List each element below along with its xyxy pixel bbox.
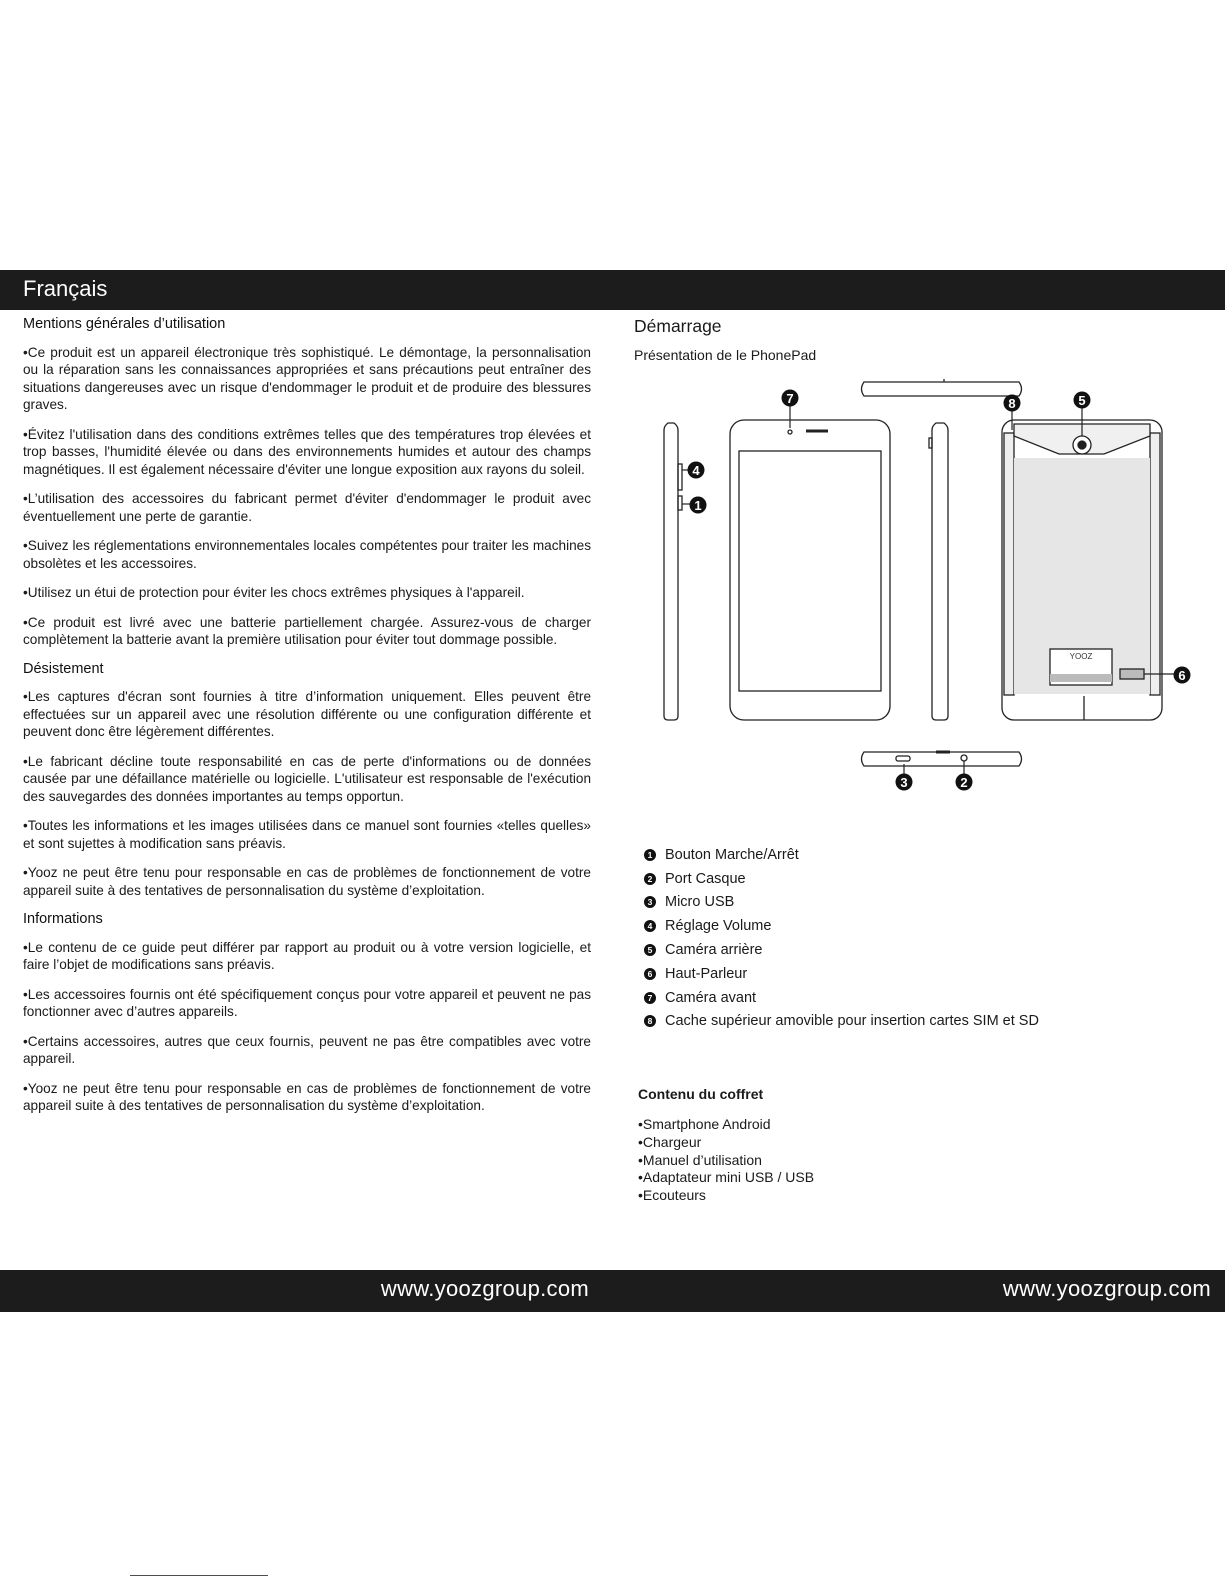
callout-8 <box>1004 395 1021 412</box>
left-column <box>23 316 591 1127</box>
paragraph: •Le contenu de ce guide peut différer par rapport au produit ou à votre version logicielle, et faire l’objet de modifications sans préavis. <box>23 939 591 972</box>
box-item: •Chargeur <box>638 1133 702 1150</box>
legend-label: Caméra avant <box>665 989 757 1006</box>
legend-number: 3 <box>644 896 656 908</box>
box-item: •Manuel d’utilisation <box>638 1151 762 1168</box>
svg-text:8: 8 <box>1008 396 1016 411</box>
section-heading: Informations <box>23 911 103 927</box>
legend-number: 5 <box>644 944 656 956</box>
speaker-grille <box>1120 669 1144 679</box>
device-screen <box>739 451 881 691</box>
callout-1 <box>690 497 707 514</box>
legend-item <box>644 843 1039 867</box>
legend-item <box>644 1010 1039 1034</box>
legend-label: Réglage Volume <box>665 918 772 935</box>
paragraph: •Les accessoires fournis ont été spécifiquement conçus pour votre appareil et peuvent ne pas fonctionner avec d’autres appareils. <box>23 986 591 1019</box>
page-subtitle: Présentation de le PhonePad <box>634 347 817 363</box>
footer-bar <box>0 1270 1225 1312</box>
paragraph: •Suivez les réglementations environnementales locales compétentes pour traiter les machines obsolètes et les accessoires. <box>23 538 591 571</box>
svg-text:6: 6 <box>1178 668 1186 683</box>
paragraph: •Le fabricant décline toute responsabilité en cas de perte d'informations ou de données causée par une défaillance matérielle ou logicielle. L'utilisateur est responsable de l'exécution des sauvegardes des données importantes au temps opportun. <box>23 753 591 804</box>
legend-item <box>644 914 1039 938</box>
legend-number: 1 <box>644 849 656 861</box>
svg-text:3: 3 <box>900 775 908 790</box>
blue-underline <box>130 1575 268 1576</box>
paragraph: •Les captures d'écran sont fournies à titre d’information uniquement. Elles peuvent être effectuées sur un appareil avec une résolution différente ou une configuration différente et peuvent donc être légèrement différentes. <box>23 689 591 739</box>
paragraph: •Toutes les informations et les images utilisées dans ce manuel sont fournies «telles quelles» et sont sujettes à modification sans préavis. <box>23 818 591 851</box>
legend-item <box>644 986 1039 1010</box>
legend-number: 2 <box>644 873 656 885</box>
legend-number: 7 <box>644 992 656 1004</box>
power-button <box>678 496 682 510</box>
callout-6 <box>1174 667 1191 684</box>
device-left-side <box>664 423 678 720</box>
legend-item <box>644 891 1039 915</box>
paragraph: •Évitez l'utilisation dans des conditions extrêmes telles que des températures trop élevées et trop basses, l'humidité élevée ou dans des environnements humides et autour des champs magnétiques. Il est également nécessaire d'éviter une longue exposition aux rayons du soleil. <box>23 426 591 477</box>
legend-label: Caméra arrière <box>665 942 763 959</box>
svg-text:5: 5 <box>1078 393 1086 408</box>
legend-number: 4 <box>644 920 656 932</box>
legend-number: 6 <box>644 968 656 980</box>
legend-label: Bouton Marche/Arrêt <box>665 846 799 863</box>
right-column <box>634 316 1214 363</box>
svg-text:7: 7 <box>786 391 794 406</box>
device-top-edge <box>862 382 1022 396</box>
box-item: •Adaptateur mini USB / USB <box>638 1169 815 1186</box>
section-informations <box>23 911 591 1115</box>
callout-2 <box>956 774 973 791</box>
device-front <box>730 420 890 720</box>
box-item: •Ecouteurs <box>638 1187 706 1204</box>
paragraph: •L’utilisation des accessoires du fabricant permet d'éviter d'endommager le produit avec éventuellement une perte de garantie. <box>23 491 591 524</box>
legend-label: Haut-Parleur <box>665 965 748 982</box>
paragraph: •Certains accessoires, autres que ceux fournis, peuvent ne pas être compatibles avec votre appareil. <box>23 1033 591 1066</box>
header-bar <box>0 270 1225 310</box>
callout-4 <box>688 462 705 479</box>
footer-url-right[interactable]: www.yoozgroup.com <box>1002 1276 1211 1301</box>
section-heading: Désistement <box>23 660 104 677</box>
callout-7 <box>782 390 799 407</box>
volume-button <box>678 464 682 490</box>
svg-text:4: 4 <box>692 463 700 478</box>
svg-text:2: 2 <box>960 775 968 790</box>
svg-text:1: 1 <box>694 498 702 513</box>
legend-label: Port Casque <box>665 870 746 887</box>
box-item: •Smartphone Android <box>638 1116 771 1132</box>
front-camera <box>788 430 792 434</box>
language-title: Français <box>23 276 108 301</box>
legend-label: Micro USB <box>665 894 735 911</box>
box-contents <box>638 1086 814 1205</box>
callout-5 <box>1074 392 1091 409</box>
paragraph: •Utilisez un étui de protection pour éviter les chocs extrêmes physiques à l'appareil. <box>23 585 525 600</box>
section-mentions <box>23 316 591 649</box>
paragraph: •Ce produit est livré avec une batterie partiellement chargée. Assurez-vous de charger complètement la batterie avant la première utilisation pour éviter tout dommage possible. <box>23 614 591 647</box>
section-desistement <box>23 661 591 900</box>
device-brand-label: YOOZ <box>1069 652 1093 661</box>
legend-item <box>644 938 1039 962</box>
device-diagram <box>634 378 1214 808</box>
legend-label: Cache supérieur amovible pour insertion cartes SIM et SD <box>665 1013 1039 1030</box>
footer-url-left[interactable]: www.yoozgroup.com <box>380 1276 589 1301</box>
legend-item <box>644 867 1039 891</box>
legend-number: 8 <box>644 1015 656 1027</box>
device-right-side <box>932 423 948 720</box>
callout-3 <box>896 774 913 791</box>
paragraph: •Yooz ne peut être tenu pour responsable en cas de problèmes de fonctionnement de votre appareil suite à des tentatives de personnalisation du système d’exploitation. <box>23 865 591 898</box>
paragraph: •Ce produit est un appareil électronique très sophistiqué. Le démontage, la personnalisation ou la réparation sans les connaissances appropriées et sans précautions peut entraîner des situations dangereuses avec un risque d'endommager le produit et de produire des blessures graves. <box>23 344 591 412</box>
legend-item <box>644 962 1039 986</box>
box-heading: Contenu du coffret <box>638 1086 764 1102</box>
page-title: Démarrage <box>634 316 722 336</box>
parts-legend <box>644 843 1039 1033</box>
paragraph: •Yooz ne peut être tenu pour responsable en cas de problèmes de fonctionnement de votre appareil suite à des tentatives de personnalisation du système d’exploitation. <box>23 1080 591 1113</box>
device-bottom-edge <box>862 752 1022 766</box>
section-heading: Mentions générales d’utilisation <box>23 316 226 332</box>
